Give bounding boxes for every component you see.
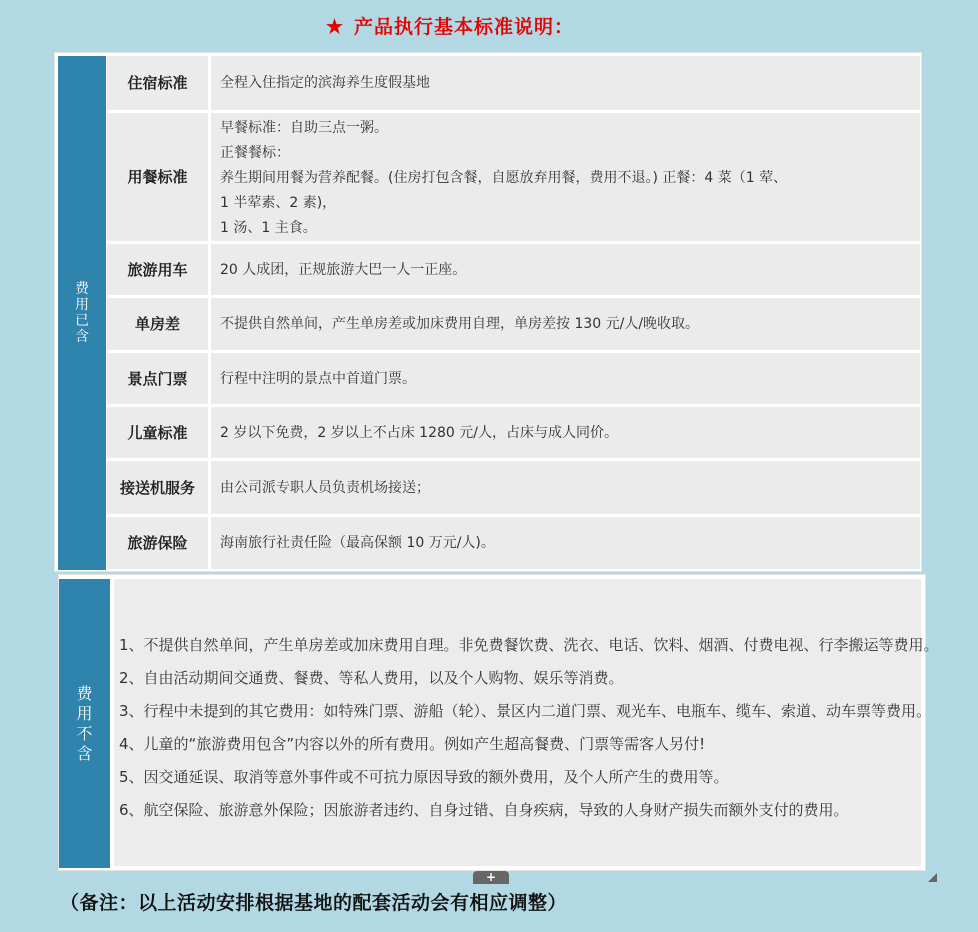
table-row-children [107,407,920,458]
row-value: 行程中注明的景点中首道门票。 [211,353,920,404]
row-value: 全程入住指定的滨海养生度假基地 [211,56,920,110]
table-row-accommodation [107,56,920,110]
row-label: 儿童标准 [107,407,208,458]
list-item: 4、儿童的“旅游费用包含”内容以外的所有费用。例如产生超高餐费、门票等需客人另付! [119,735,706,753]
excluded-list [114,579,939,866]
table-row-transport [107,244,920,295]
value-line: 1 汤、1 主食。 [220,219,317,236]
table-row-single-supplement [107,298,920,350]
row-value: 2 岁以下免费，2 岁以上不占床 1280 元/人，占床与成人同价。 [211,407,920,458]
table-row-tickets [107,353,920,404]
row-label: 住宿标准 [107,56,208,110]
list-item: 1、不提供自然单间，产生单房差或加床费用自理。非免费餐饮费、洗衣、电话、饮料、烟酒、付费电视、行李搬运等费用。 [119,636,939,654]
list-item: 5、因交通延误、取消等意外事件或不可抗力原因导致的额外费用，及个人所产生的费用等。 [119,768,729,786]
value-line: 正餐餐标： [220,144,290,161]
expand-handle[interactable]: + [473,871,509,884]
value-line: 1 半荤素、2 素)， [220,194,337,211]
row-label: 旅游保险 [107,517,208,569]
excluded-side-label: 费用不含 [59,579,110,868]
table-row-airport-transfer [107,461,920,514]
list-item: 2、自由活动期间交通费、餐费、等私人费用，以及个人购物、娱乐等消费。 [119,669,624,687]
resize-handle-icon[interactable] [928,873,937,882]
value-line: 早餐标准：自助三点一粥。 [220,119,388,136]
row-label: 旅游用车 [107,244,208,295]
row-value: 海南旅行社责任险（最高保额 10 万元/人)。 [211,517,920,569]
value-line: 养生期间用餐为营养配餐。(住房打包含餐，自愿放弃用餐，费用不退。) 正餐：4 菜（1 荤、 [220,169,788,186]
table-row-meals [107,113,920,241]
star-icon: ★ [325,16,345,38]
list-item: 6、航空保险、旅游意外保险；因旅游者违约、自身过错、自身疾病，导致的人身财产损失而额外支付的费用。 [119,801,849,819]
row-value [211,113,920,241]
page-title [0,12,900,39]
row-label: 景点门票 [107,353,208,404]
included-costs-table [54,52,922,572]
row-value: 20 人成团，正规旅游大巴一人一正座。 [211,244,920,295]
row-value: 不提供自然单间，产生单房差或加床费用自理，单房差按 130 元/人/晚收取。 [211,298,920,350]
row-label: 接送机服务 [107,461,208,514]
footnote: （备注：以上活动安排根据基地的配套活动会有相应调整） [60,892,568,914]
included-side-label: 费用已含 [58,56,106,570]
row-value: 由公司派专职人员负责机场接送； [211,461,920,514]
table-row-insurance [107,517,920,569]
row-label: 单房差 [107,298,208,350]
page-title-text: 产品执行基本标准说明： [354,16,575,38]
list-item: 3、行程中未提到的其它费用：如特殊门票、游船（轮）、景区内二道门票、观光车、电瓶车、缆车、索道、动车票等费用。 [119,702,932,720]
excluded-costs-table [58,574,939,871]
row-label: 用餐标准 [107,113,208,241]
